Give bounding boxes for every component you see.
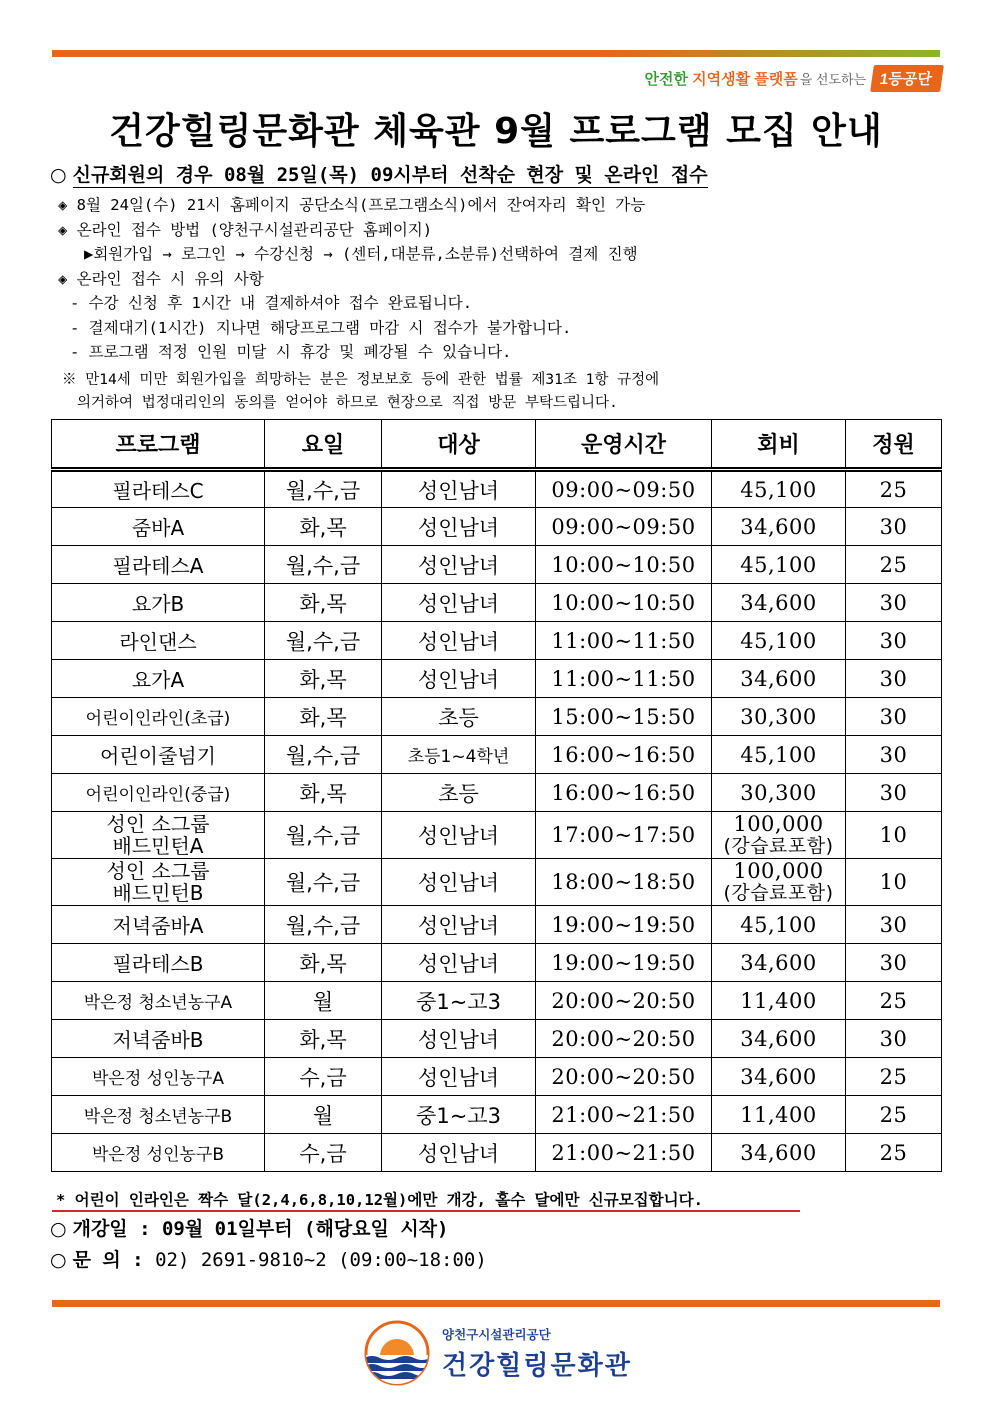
program-name-line1: 성인 소그룹	[106, 812, 210, 836]
program-capacity: 25	[846, 1134, 942, 1172]
program-days: 수,금	[265, 1058, 382, 1096]
open-date	[50, 1214, 448, 1241]
footnote-underline	[52, 1210, 800, 1212]
sunrise-logo-icon	[364, 1320, 430, 1386]
notice-text: 신규회원의 경우 08월 25일(목) 09시부터 선착순 현장 및 온라인 접수	[72, 164, 708, 186]
program-capacity: 25	[846, 1096, 942, 1134]
program-name: 박은정 청소년농구B	[52, 1096, 265, 1134]
program-target: 초등	[382, 698, 536, 736]
bottom-divider	[52, 1300, 940, 1307]
program-days: 화,목	[265, 660, 382, 698]
legal-note-line: ※ 만14세 미만 회원가입을 희망하는 분은 정보보호 등에 관한 법률 제31조 1항 규정에	[62, 372, 660, 388]
program-days: 월	[265, 1096, 382, 1134]
program-name: 박은정 성인농구B	[52, 1134, 265, 1172]
logo-org-name: 양천구시설관리공단	[442, 1327, 551, 1342]
program-target: 성인남녀	[382, 1134, 536, 1172]
program-name: 박은정 청소년농구A	[52, 982, 265, 1020]
program-days: 월,수,금	[265, 546, 382, 584]
detail-line: ▶회원가입 → 로그인 → 수강신청 → (센터,대분류,소분류)선택하여 결제 진행	[84, 245, 638, 263]
program-name: 박은정 성인농구A	[52, 1058, 265, 1096]
program-capacity: 30	[846, 622, 942, 660]
program-target: 성인남녀	[382, 906, 536, 944]
program-time: 20:00~20:50	[536, 1058, 712, 1096]
program-time: 11:00~11:50	[536, 660, 712, 698]
program-days: 화,목	[265, 944, 382, 982]
program-capacity: 25	[846, 1058, 942, 1096]
program-fee: 34,600	[712, 1020, 846, 1058]
program-time: 18:00~18:50	[536, 859, 712, 906]
footer-logo	[364, 1320, 632, 1386]
program-capacity: 30	[846, 1020, 942, 1058]
program-time: 10:00~10:50	[536, 584, 712, 622]
detail-line: - 결제대기(1시간) 지나면 해당프로그램 마감 시 접수가 불가합니다.	[70, 318, 572, 337]
program-target: 성인남녀	[382, 1058, 536, 1096]
program-time: 09:00~09:50	[536, 508, 712, 546]
program-days: 월,수,금	[265, 812, 382, 859]
program-days: 화,목	[265, 584, 382, 622]
program-capacity: 30	[846, 508, 942, 546]
program-capacity: 25	[846, 546, 942, 584]
table-row	[52, 622, 942, 660]
program-fee: 45,100	[712, 622, 846, 660]
program-time: 16:00~16:50	[536, 774, 712, 812]
program-capacity: 30	[846, 698, 942, 736]
program-fee: 11,400	[712, 982, 846, 1020]
program-schedule-table	[51, 419, 942, 1172]
program-target: 성인남녀	[382, 546, 536, 584]
program-fee: 45,100	[712, 470, 846, 508]
program-fee: 45,100	[712, 736, 846, 774]
table-row	[52, 774, 942, 812]
program-time: 20:00~20:50	[536, 982, 712, 1020]
detail-line: ◈ 온라인 접수 시 유의 사항	[58, 269, 264, 288]
program-time: 11:00~11:50	[536, 622, 712, 660]
program-time: 16:00~16:50	[536, 736, 712, 774]
registration-details	[58, 193, 645, 365]
program-capacity: 30	[846, 774, 942, 812]
program-capacity: 30	[846, 906, 942, 944]
table-row	[52, 1058, 942, 1096]
program-days: 월,수,금	[265, 736, 382, 774]
table-row	[52, 859, 942, 906]
table-row	[52, 1096, 942, 1134]
table-row	[52, 1020, 942, 1058]
program-days: 수,금	[265, 1134, 382, 1172]
top-divider	[52, 50, 940, 57]
table-row	[52, 812, 942, 859]
program-days: 월,수,금	[265, 859, 382, 906]
program-name: 요가B	[52, 584, 265, 622]
table-row	[52, 906, 942, 944]
program-time: 19:00~19:50	[536, 906, 712, 944]
slogan	[645, 64, 943, 92]
program-time: 10:00~10:50	[536, 546, 712, 584]
slogan-part2: 지역생활 플랫폼	[692, 70, 798, 88]
contact-info	[50, 1245, 487, 1272]
slogan-part3: 을 선도하는	[799, 71, 867, 87]
program-days: 월	[265, 982, 382, 1020]
program-days: 월,수,금	[265, 470, 382, 508]
program-days: 월,수,금	[265, 622, 382, 660]
header-days: 요일	[265, 420, 382, 470]
program-target: 초등	[382, 774, 536, 812]
program-name	[52, 859, 265, 906]
program-name-line1: 성인 소그룹	[106, 859, 210, 883]
program-fee: 30,300	[712, 698, 846, 736]
program-time: 19:00~19:50	[536, 944, 712, 982]
detail-line: ◈ 온라인 접수 방법 (양천구시설관리공단 홈페이지)	[58, 220, 433, 239]
circle-bullet-icon: ○	[50, 1218, 67, 1240]
program-target: 성인남녀	[382, 944, 536, 982]
program-capacity: 25	[846, 982, 942, 1020]
program-fee: 45,100	[712, 546, 846, 584]
program-time: 20:00~20:50	[536, 1020, 712, 1058]
program-days: 화,목	[265, 508, 382, 546]
program-target: 성인남녀	[382, 859, 536, 906]
program-time: 09:00~09:50	[536, 470, 712, 508]
header-fee: 회비	[712, 420, 846, 470]
program-fee: 34,600	[712, 1134, 846, 1172]
program-name: 어린이인라인(중급)	[52, 774, 265, 812]
program-fee: 11,400	[712, 1096, 846, 1134]
program-fee: 34,600	[712, 944, 846, 982]
contact-phone: 02) 2691-9810~2 (09:00~18:00)	[155, 1249, 487, 1271]
program-name: 어린이인라인(초급)	[52, 698, 265, 736]
program-capacity: 25	[846, 470, 942, 508]
program-capacity: 10	[846, 859, 942, 906]
header-program: 프로그램	[52, 420, 265, 470]
table-row	[52, 660, 942, 698]
detail-line: - 수강 신청 후 1시간 내 결제하셔야 접수 완료됩니다.	[70, 294, 473, 312]
header-target: 대상	[382, 420, 536, 470]
program-fee-note: (강습료포함)	[723, 835, 834, 857]
program-name: 요가A	[52, 660, 265, 698]
program-days: 화,목	[265, 774, 382, 812]
table-row	[52, 470, 942, 508]
program-fee	[712, 812, 846, 859]
program-days: 화,목	[265, 1020, 382, 1058]
program-name: 저녁줌바B	[52, 1020, 265, 1058]
program-target: 성인남녀	[382, 622, 536, 660]
detail-line: - 프로그램 적정 인원 미달 시 휴강 및 폐강될 수 있습니다.	[70, 343, 512, 361]
program-target: 성인남녀	[382, 660, 536, 698]
program-fee: 34,600	[712, 660, 846, 698]
program-days: 화,목	[265, 698, 382, 736]
logo-hall-name: 건강힐링문화관	[442, 1350, 632, 1381]
header-time: 운영시간	[536, 420, 712, 470]
program-name: 어린이줄넘기	[52, 736, 265, 774]
program-fee-amount: 100,000	[733, 859, 824, 883]
page-title: 건강힐링문화관 체육관 9월 프로그램 모집 안내	[109, 111, 883, 152]
program-capacity: 30	[846, 944, 942, 982]
contact-label: 문 의 :	[72, 1249, 144, 1271]
header-capacity: 정원	[846, 420, 942, 470]
program-target: 중1~고3	[382, 1096, 536, 1134]
table-row	[52, 584, 942, 622]
program-days: 월,수,금	[265, 906, 382, 944]
inline-footnote: * 어린이 인라인은 짝수 달(2,4,6,8,10,12월)에만 개강, 홀수 달에만 신규모집합니다.	[56, 1191, 703, 1209]
program-time: 15:00~15:50	[536, 698, 712, 736]
program-capacity: 30	[846, 736, 942, 774]
program-name: 라인댄스	[52, 622, 265, 660]
table-row	[52, 736, 942, 774]
detail-line: ◈ 8월 24일(수) 21시 홈페이지 공단소식(프로그램소식)에서 잔여자리 확인 가능	[58, 196, 646, 214]
table-row	[52, 1134, 942, 1172]
program-fee: 30,300	[712, 774, 846, 812]
program-time: 17:00~17:50	[536, 812, 712, 859]
program-target: 초등1~4학년	[382, 736, 536, 774]
program-time: 21:00~21:50	[536, 1134, 712, 1172]
program-name: 필라테스C	[52, 470, 265, 508]
table-row	[52, 698, 942, 736]
legal-note	[62, 369, 659, 415]
program-capacity: 30	[846, 584, 942, 622]
circle-bullet-icon: ○	[50, 164, 67, 186]
program-fee	[712, 859, 846, 906]
program-fee-note: (강습료포함)	[723, 882, 834, 904]
program-fee: 34,600	[712, 584, 846, 622]
program-target: 성인남녀	[382, 470, 536, 508]
program-fee: 45,100	[712, 906, 846, 944]
table-row	[52, 508, 942, 546]
program-name: 줌바A	[52, 508, 265, 546]
program-name-line2: 배드민턴A	[112, 834, 204, 858]
table-row	[52, 944, 942, 982]
program-target: 성인남녀	[382, 1020, 536, 1058]
program-target: 성인남녀	[382, 812, 536, 859]
legal-note-line: 의거하여 법정대리인의 동의를 얻어야 하므로 현장으로 직접 방문 부탁드립니다.	[77, 395, 618, 411]
program-fee-amount: 100,000	[733, 812, 824, 836]
program-target: 중1~고3	[382, 982, 536, 1020]
program-name: 필라테스B	[52, 944, 265, 982]
program-capacity: 30	[846, 660, 942, 698]
slogan-badge: 1등공단	[870, 65, 944, 92]
table-row	[52, 546, 942, 584]
program-capacity: 10	[846, 812, 942, 859]
table-header-row	[52, 420, 942, 470]
new-member-notice	[50, 160, 708, 187]
open-date-text: 개강일 : 09월 01일부터 (해당요일 시작)	[72, 1218, 449, 1240]
program-fee: 34,600	[712, 508, 846, 546]
program-name-line2: 배드민턴B	[112, 881, 204, 905]
circle-bullet-icon: ○	[50, 1249, 67, 1271]
program-target: 성인남녀	[382, 508, 536, 546]
program-target: 성인남녀	[382, 584, 536, 622]
program-name: 필라테스A	[52, 546, 265, 584]
program-name	[52, 812, 265, 859]
slogan-part1: 안전한	[644, 70, 688, 88]
program-name: 저녁줌바A	[52, 906, 265, 944]
program-time: 21:00~21:50	[536, 1096, 712, 1134]
program-fee: 34,600	[712, 1058, 846, 1096]
table-row	[52, 982, 942, 1020]
